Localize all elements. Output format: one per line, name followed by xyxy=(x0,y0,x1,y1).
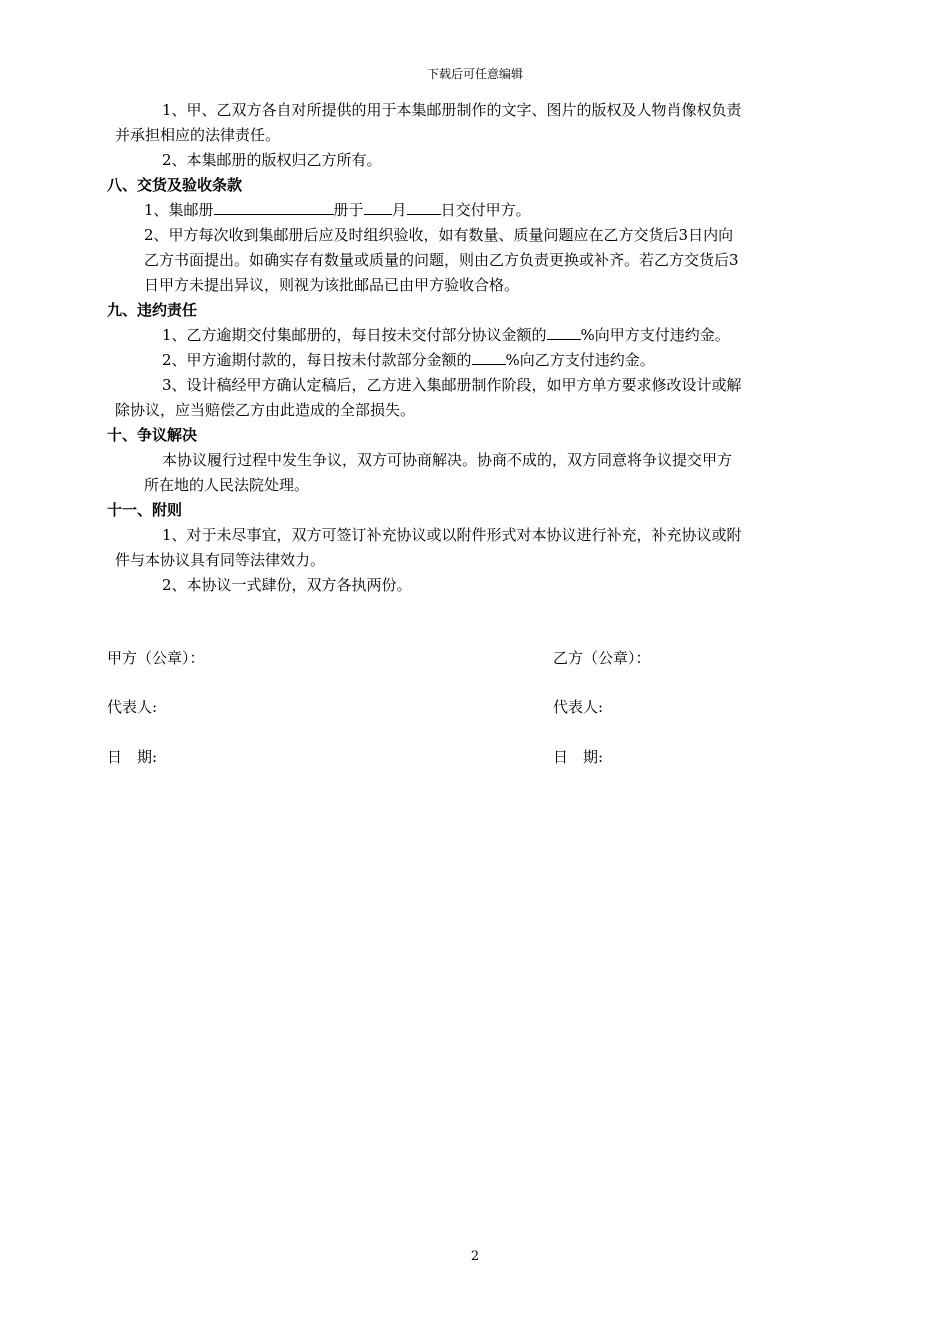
breach-clause-1 xyxy=(107,323,822,348)
party-a-seal-label: 甲方（公章）： xyxy=(107,649,205,667)
document-body xyxy=(107,98,822,598)
party-a-representative-label: 代表人: xyxy=(107,698,158,716)
copyright-clause-1-line-2: 并承担相应的法律责任。 xyxy=(115,126,281,144)
breach-clause-2-part-2: %向乙方支付违约金。 xyxy=(505,351,655,369)
penalty-rate-blank-1 xyxy=(547,323,581,340)
quantity-blank xyxy=(214,198,334,215)
breach-clause-2-part-1: 2、甲方逾期付款的，每日按未付款部分金额的 xyxy=(162,351,472,369)
delivery-clause-1-part-2: 册于 xyxy=(333,201,364,219)
delivery-clause-2-line-3: 日甲方未提出异议，则视为该批邮品已由甲方验收合格。 xyxy=(144,276,520,294)
section-heading-dispute: 十、争议解决 xyxy=(107,426,198,444)
breach-clause-3-line-1: 3、设计稿经甲方确认定稿后，乙方进入集邮册制作阶段，如甲方单方要求修改设计或解 xyxy=(162,376,742,394)
party-a-date-label: 日 期: xyxy=(107,748,158,766)
appendix-clause-2: 2、本协议一式肆份，双方各执两份。 xyxy=(162,576,412,594)
party-b-representative-label: 代表人: xyxy=(553,698,604,716)
copyright-clause-1-line-1: 1、甲、乙双方各自对所提供的用于本集邮册制作的文字、图片的版权及人物肖像权负责 xyxy=(162,101,742,119)
dispute-clause-line-1: 本协议履行过程中发生争议，双方可协商解决。协商不成的，双方同意将争议提交甲方 xyxy=(162,451,733,469)
section-heading-delivery: 八、交货及验收条款 xyxy=(107,176,243,194)
breach-clause-2 xyxy=(107,348,822,373)
breach-clause-3-line-2: 除协议，应当赔偿乙方由此造成的全部损失。 xyxy=(115,401,416,419)
dispute-clause-line-2: 所在地的人民法院处理。 xyxy=(144,476,310,494)
delivery-clause-2-line-2: 乙方书面提出。如确实存有数量或质量的问题，则由乙方负责更换或补齐。若乙方交货后3 xyxy=(144,251,739,269)
breach-clause-1-part-2: %向甲方支付违约金。 xyxy=(580,326,730,344)
party-b-seal-label: 乙方（公章）： xyxy=(553,649,651,667)
section-heading-appendix: 十一、附则 xyxy=(107,501,183,519)
delivery-clause-1-part-1: 1、集邮册 xyxy=(144,201,214,219)
breach-clause-1-part-1: 1、乙方逾期交付集邮册的，每日按未交付部分协议金额的 xyxy=(162,326,547,344)
day-blank xyxy=(407,198,441,215)
delivery-clause-1-part-3: 月 xyxy=(391,201,407,219)
delivery-clause-1 xyxy=(107,198,822,223)
appendix-clause-1-line-1: 1、对于未尽事宜，双方可签订补充协议或以附件形式对本协议进行补充，补充协议或附 xyxy=(162,526,742,544)
appendix-clause-1-line-2: 件与本协议具有同等法律效力。 xyxy=(115,551,326,569)
page-number: 2 xyxy=(470,1249,480,1264)
delivery-clause-1-part-4: 日交付甲方。 xyxy=(440,201,531,219)
page-header: 下载后可任意编辑 xyxy=(426,67,523,81)
section-heading-breach: 九、违约责任 xyxy=(107,301,198,319)
copyright-clause-2: 2、本集邮册的版权归乙方所有。 xyxy=(162,151,382,169)
delivery-clause-2-line-1: 2、甲方每次收到集邮册后应及时组织验收，如有数量、质量问题应在乙方交货后3日内向 xyxy=(144,226,734,244)
party-b-date-label: 日 期: xyxy=(553,748,604,766)
month-blank xyxy=(364,198,392,215)
penalty-rate-blank-2 xyxy=(472,348,506,365)
